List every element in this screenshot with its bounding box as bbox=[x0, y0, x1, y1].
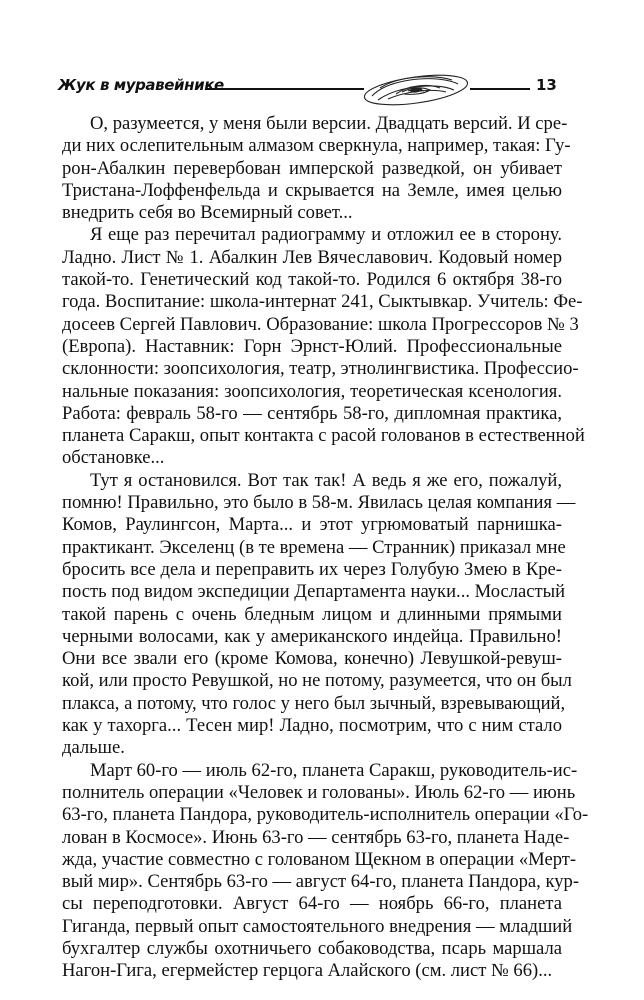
text-line: Комов, Раулингсон, Марта... и этот угрюмоватый парнишка- bbox=[62, 514, 562, 536]
text-line: бухгалтер службы охотничьего собаководства, псарь маршала bbox=[62, 937, 562, 959]
text-line: Ладно. Лист № 1. Абалкин Лев Вячеславович. Кодовый номер bbox=[62, 246, 562, 268]
text-line: кой, или просто Ревушкой, но не потому, разумеется, что он был bbox=[62, 670, 572, 692]
text-line: рон-Абалкин перевербован имперской разведкой, он убивает bbox=[62, 157, 562, 179]
running-header bbox=[58, 72, 566, 108]
text-line: планета Саракш, опыт контакта с расой голованов в естественной bbox=[62, 425, 585, 447]
text-line: 63-го, планета Пандора, руководитель-исполнитель операции «Го- bbox=[62, 804, 589, 826]
text-line: Они все звали его (кроме Комова, конечно) Левушкой-ревуш- bbox=[62, 648, 562, 670]
text-line: склонности: зоопсихология, театр, этнолингвистика. Профессио- bbox=[62, 358, 579, 380]
text-line: нальные показания: зоопсихология, теоретическая ксенология. bbox=[62, 380, 562, 402]
text-line: плакса, а потому, что голос у него был зычный, взревывающий, bbox=[62, 692, 566, 714]
text-line: Работа: февраль 58-го — сентябрь 58-го, дипломная практика, bbox=[62, 402, 562, 424]
text-line: обстановке... bbox=[62, 447, 165, 469]
text-line: Март 60-го — июль 62-го, планета Саракш, руководитель-ис- bbox=[90, 759, 578, 781]
spiral-galaxy-icon bbox=[358, 72, 474, 108]
text-line: практикант. Экселенц (в те времена — Странник) приказал мне bbox=[62, 536, 566, 558]
text-line: сы переподготовки. Август 64-го — ноябрь 66-го, планета bbox=[62, 893, 562, 915]
text-line: как у тахорга... Тесен мир! Ладно, посмотрим, что с ним стало bbox=[62, 715, 562, 737]
paragraph bbox=[62, 113, 571, 224]
text-line: Тристана-Лоффенфельда и скрывается на Земле, имея целью bbox=[62, 179, 562, 201]
text-line: досеев Сергей Павлович. Образование: школа Прогрессоров № 3 bbox=[62, 313, 579, 335]
text-line: такой-то. Генетический код такой-то. Родился 6 октября 38-го bbox=[62, 269, 562, 291]
text-line: полнитель операции «Человек и голованы». Июль 62-го — июнь bbox=[62, 781, 576, 803]
text-line: года. Воспитание: школа-интернат 241, Сыктывкар. Учитель: Фе- bbox=[62, 291, 583, 313]
text-line: внедрить себя во Всемирный совет... bbox=[62, 202, 353, 224]
text-line: ди них ослепительным алмазом сверкнула, например, такая: Гу- bbox=[62, 135, 571, 157]
text-line: помню! Правильно, это было в 58-м. Явилась целая компания — bbox=[62, 492, 576, 514]
book-title: Жук в муравейнике bbox=[58, 76, 224, 94]
page-number: 13 bbox=[536, 76, 557, 94]
header-rule-right bbox=[470, 88, 530, 90]
body-text bbox=[62, 113, 589, 983]
text-line: (Европа). Наставник: Горн Эрнст-Юлий. Профессиональные bbox=[62, 335, 562, 357]
paragraph bbox=[62, 224, 585, 469]
text-line: дальше. bbox=[62, 737, 125, 759]
text-line: Нагон-Гига, егермейстер герцога Алайского (см. лист № 66)... bbox=[62, 960, 553, 982]
paragraph bbox=[62, 469, 576, 760]
paragraph bbox=[62, 759, 589, 983]
text-line: вый мир». Сентябрь 63-го — август 64-го, планета Пандора, кур- bbox=[62, 871, 580, 893]
text-line: бросить все дела и переправить их через Голубую Змею в Кре- bbox=[62, 558, 562, 580]
text-line: лован в Космосе». Июнь 63-го — сентябрь 63-го, планета Наде- bbox=[62, 826, 570, 848]
text-line: жда, участие совместно с голованом Щекном в операции «Мерт- bbox=[62, 848, 577, 870]
text-line: такой парень с очень бледным лицом и длинными прямыми bbox=[62, 603, 562, 625]
text-line: Я еще раз перечитал радиограмму и отложил ее в сторону. bbox=[90, 224, 562, 246]
text-line: О, разумеется, у меня были версии. Двадцать версий. И сре- bbox=[90, 113, 568, 134]
text-line: черными волосами, как у американского индейца. Правильно! bbox=[62, 625, 562, 647]
header-rule-left bbox=[206, 88, 364, 90]
text-line: Гиганда, первый опыт самостоятельного внедрения — младший bbox=[62, 915, 573, 937]
text-line: пость под видом экспедиции Департамента науки... Мосластый bbox=[62, 581, 566, 603]
text-line: Тут я остановился. Вот так так! А ведь я же его, пожалуй, bbox=[90, 469, 562, 491]
